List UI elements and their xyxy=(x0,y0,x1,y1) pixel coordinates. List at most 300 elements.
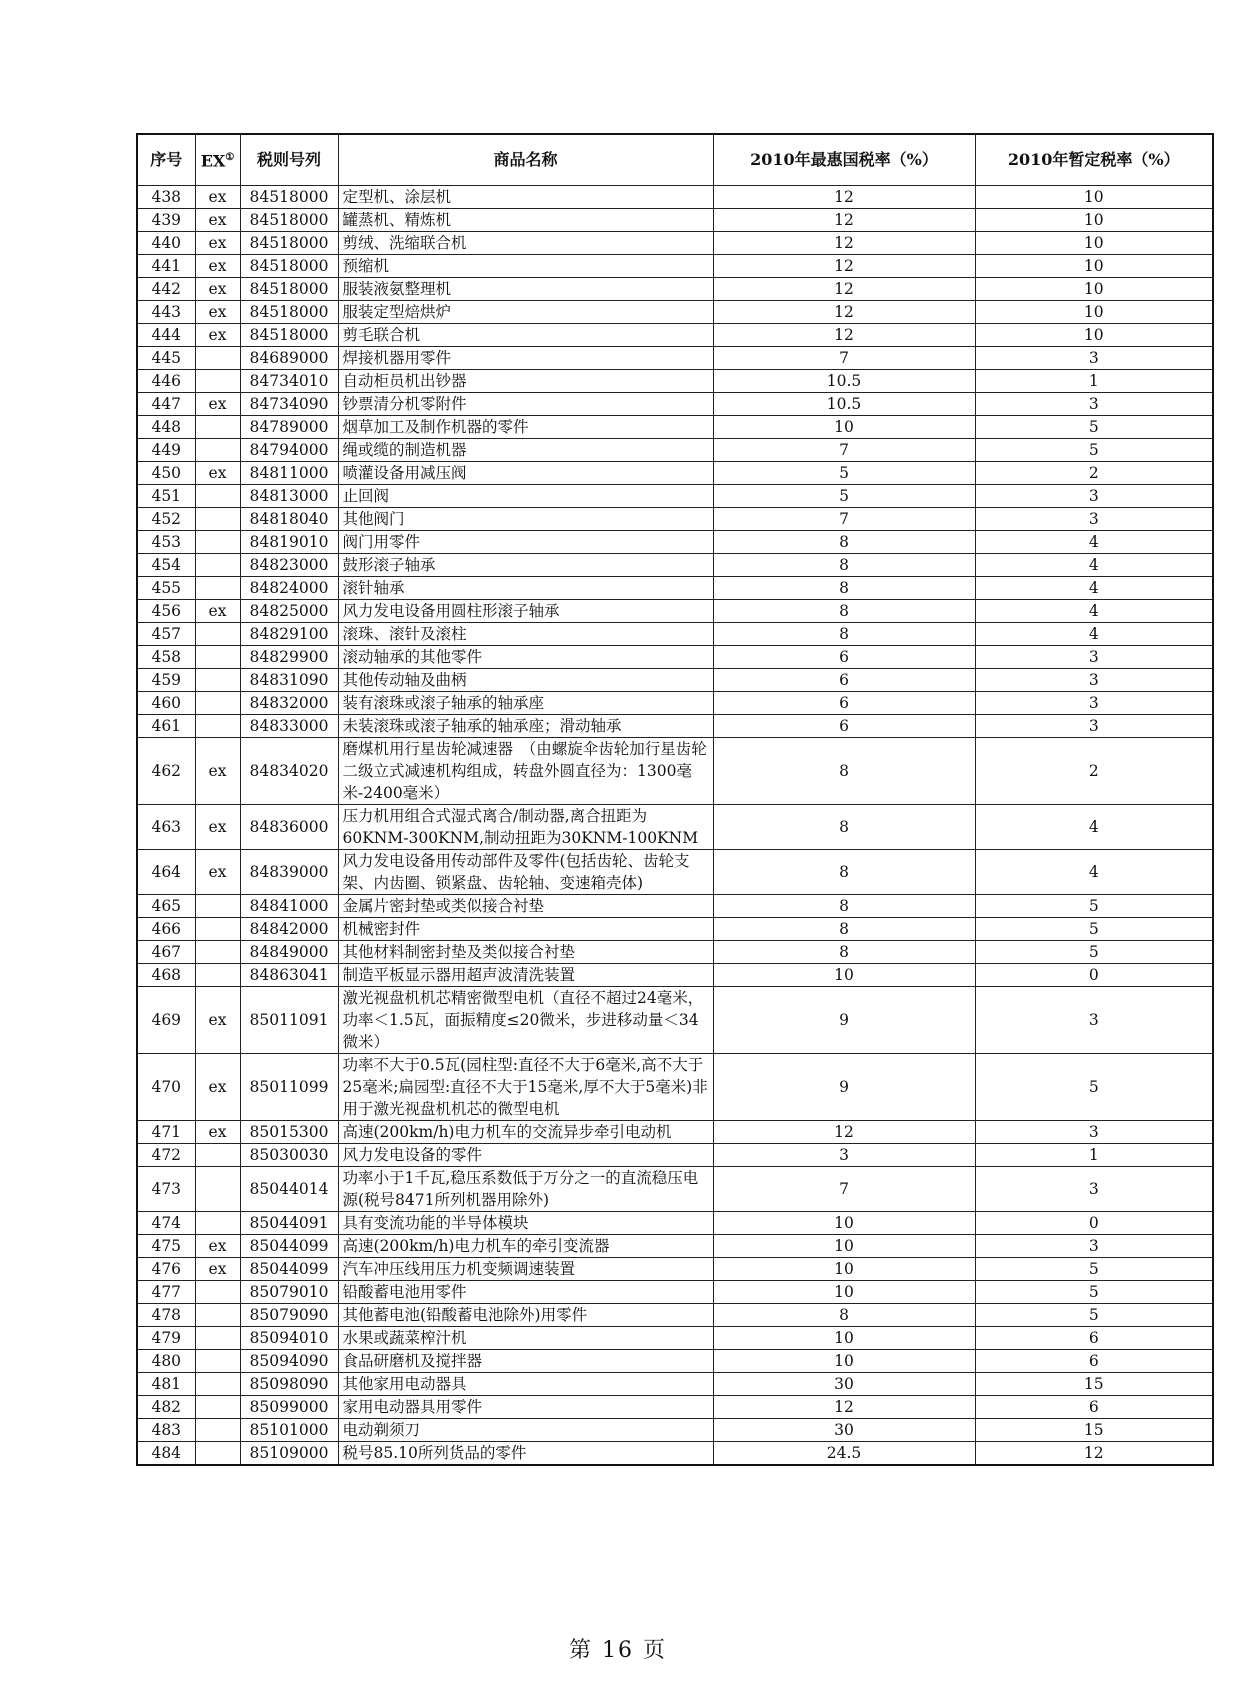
cell-name: 滚针轴承 xyxy=(338,577,713,600)
cell-ex xyxy=(195,669,240,692)
cell-name: 剪毛联合机 xyxy=(338,324,713,347)
cell-code: 85094090 xyxy=(240,1350,338,1373)
cell-ex: ex xyxy=(195,600,240,623)
tariff-table xyxy=(136,133,1214,1466)
cell-mfn-rate: 30 xyxy=(713,1419,975,1442)
cell-ex: ex xyxy=(195,462,240,485)
cell-code: 84842000 xyxy=(240,918,338,941)
cell-seq: 471 xyxy=(137,1121,195,1144)
cell-mfn-rate: 12 xyxy=(713,278,975,301)
cell-seq: 439 xyxy=(137,209,195,232)
table-row xyxy=(137,1304,1213,1327)
cell-interim-rate: 12 xyxy=(975,1442,1213,1466)
table-row xyxy=(137,738,1213,805)
cell-ex: ex xyxy=(195,232,240,255)
cell-ex xyxy=(195,715,240,738)
table-row xyxy=(137,692,1213,715)
cell-mfn-rate: 6 xyxy=(713,692,975,715)
cell-ex xyxy=(195,646,240,669)
cell-seq: 478 xyxy=(137,1304,195,1327)
cell-code: 84734010 xyxy=(240,370,338,393)
cell-mfn-rate: 10 xyxy=(713,416,975,439)
cell-seq: 481 xyxy=(137,1373,195,1396)
cell-ex xyxy=(195,895,240,918)
cell-interim-rate: 3 xyxy=(975,1235,1213,1258)
cell-ex: ex xyxy=(195,1054,240,1121)
table-row xyxy=(137,301,1213,324)
cell-seq: 467 xyxy=(137,941,195,964)
cell-code: 84734090 xyxy=(240,393,338,416)
table-row xyxy=(137,646,1213,669)
cell-code: 84518000 xyxy=(240,324,338,347)
cell-mfn-rate: 12 xyxy=(713,1121,975,1144)
cell-interim-rate: 4 xyxy=(975,600,1213,623)
header-name: 商品名称 xyxy=(338,134,713,186)
table-row xyxy=(137,895,1213,918)
cell-seq: 480 xyxy=(137,1350,195,1373)
cell-seq: 456 xyxy=(137,600,195,623)
cell-interim-rate: 4 xyxy=(975,577,1213,600)
cell-mfn-rate: 12 xyxy=(713,324,975,347)
cell-name: 滚珠、滚针及滚柱 xyxy=(338,623,713,646)
cell-code: 85098090 xyxy=(240,1373,338,1396)
cell-interim-rate: 3 xyxy=(975,508,1213,531)
cell-name: 磨煤机用行星齿轮减速器 （由螺旋伞齿轮加行星齿轮二级立式减速机构组成，转盘外圆直径为：1300毫米-2400毫米） xyxy=(338,738,713,805)
cell-code: 84518000 xyxy=(240,255,338,278)
cell-interim-rate: 4 xyxy=(975,805,1213,850)
table-row xyxy=(137,964,1213,987)
cell-mfn-rate: 8 xyxy=(713,895,975,918)
cell-ex: ex xyxy=(195,805,240,850)
cell-mfn-rate: 10 xyxy=(713,1350,975,1373)
cell-name: 钞票清分机零附件 xyxy=(338,393,713,416)
cell-seq: 464 xyxy=(137,850,195,895)
cell-mfn-rate: 10 xyxy=(713,1235,975,1258)
header-ex xyxy=(195,134,240,186)
header-ex-label: EX xyxy=(200,151,226,171)
cell-ex xyxy=(195,941,240,964)
cell-ex: ex xyxy=(195,255,240,278)
cell-interim-rate: 3 xyxy=(975,987,1213,1054)
cell-interim-rate: 10 xyxy=(975,324,1213,347)
table-row xyxy=(137,1281,1213,1304)
cell-code: 85030030 xyxy=(240,1144,338,1167)
cell-name: 烟草加工及制作机器的零件 xyxy=(338,416,713,439)
cell-seq: 484 xyxy=(137,1442,195,1466)
cell-mfn-rate: 7 xyxy=(713,439,975,462)
cell-interim-rate: 3 xyxy=(975,347,1213,370)
table-body xyxy=(137,186,1213,1466)
cell-mfn-rate: 7 xyxy=(713,1167,975,1212)
cell-name: 税号85.10所列货品的零件 xyxy=(338,1442,713,1466)
cell-mfn-rate: 12 xyxy=(713,232,975,255)
cell-ex xyxy=(195,1442,240,1466)
cell-interim-rate: 5 xyxy=(975,918,1213,941)
cell-code: 84818040 xyxy=(240,508,338,531)
cell-code: 84518000 xyxy=(240,278,338,301)
table-row xyxy=(137,1054,1213,1121)
cell-seq: 449 xyxy=(137,439,195,462)
cell-interim-rate: 5 xyxy=(975,416,1213,439)
cell-seq: 473 xyxy=(137,1167,195,1212)
cell-code: 84518000 xyxy=(240,186,338,209)
cell-ex xyxy=(195,1167,240,1212)
cell-mfn-rate: 8 xyxy=(713,1304,975,1327)
cell-interim-rate: 1 xyxy=(975,370,1213,393)
cell-code: 84829100 xyxy=(240,623,338,646)
cell-mfn-rate: 7 xyxy=(713,508,975,531)
cell-interim-rate: 0 xyxy=(975,1212,1213,1235)
cell-seq: 474 xyxy=(137,1212,195,1235)
cell-mfn-rate: 12 xyxy=(713,209,975,232)
cell-interim-rate: 3 xyxy=(975,669,1213,692)
cell-interim-rate: 10 xyxy=(975,255,1213,278)
cell-mfn-rate: 8 xyxy=(713,577,975,600)
cell-code: 84813000 xyxy=(240,485,338,508)
cell-interim-rate: 10 xyxy=(975,278,1213,301)
cell-mfn-rate: 5 xyxy=(713,485,975,508)
cell-code: 85015300 xyxy=(240,1121,338,1144)
cell-name: 服装定型焙烘炉 xyxy=(338,301,713,324)
cell-interim-rate: 3 xyxy=(975,485,1213,508)
page-number: 第 16 页 xyxy=(569,1638,667,1663)
cell-interim-rate: 4 xyxy=(975,850,1213,895)
cell-seq: 466 xyxy=(137,918,195,941)
cell-interim-rate: 3 xyxy=(975,715,1213,738)
cell-name: 其他家用电动器具 xyxy=(338,1373,713,1396)
cell-mfn-rate: 12 xyxy=(713,255,975,278)
cell-ex: ex xyxy=(195,186,240,209)
cell-interim-rate: 5 xyxy=(975,439,1213,462)
cell-interim-rate: 4 xyxy=(975,531,1213,554)
table-row xyxy=(137,1419,1213,1442)
cell-name: 制造平板显示器用超声波清洗装置 xyxy=(338,964,713,987)
table-row xyxy=(137,805,1213,850)
cell-seq: 468 xyxy=(137,964,195,987)
cell-interim-rate: 1 xyxy=(975,1144,1213,1167)
cell-seq: 458 xyxy=(137,646,195,669)
table-row xyxy=(137,347,1213,370)
cell-code: 84689000 xyxy=(240,347,338,370)
cell-seq: 462 xyxy=(137,738,195,805)
cell-code: 84833000 xyxy=(240,715,338,738)
cell-name: 高速(200km/h)电力机车的牵引变流器 xyxy=(338,1235,713,1258)
table-row xyxy=(137,1258,1213,1281)
cell-name: 阀门用零件 xyxy=(338,531,713,554)
table-row xyxy=(137,987,1213,1054)
cell-seq: 459 xyxy=(137,669,195,692)
cell-seq: 472 xyxy=(137,1144,195,1167)
cell-interim-rate: 15 xyxy=(975,1419,1213,1442)
table-row xyxy=(137,577,1213,600)
cell-code: 85011091 xyxy=(240,987,338,1054)
cell-ex: ex xyxy=(195,301,240,324)
cell-interim-rate: 3 xyxy=(975,692,1213,715)
cell-seq: 457 xyxy=(137,623,195,646)
cell-code: 84819010 xyxy=(240,531,338,554)
cell-ex xyxy=(195,485,240,508)
cell-interim-rate: 10 xyxy=(975,301,1213,324)
cell-interim-rate: 5 xyxy=(975,895,1213,918)
cell-seq: 443 xyxy=(137,301,195,324)
table-row xyxy=(137,186,1213,209)
cell-name: 铅酸蓄电池用零件 xyxy=(338,1281,713,1304)
cell-interim-rate: 5 xyxy=(975,1304,1213,1327)
cell-code: 84841000 xyxy=(240,895,338,918)
cell-ex xyxy=(195,1327,240,1350)
cell-seq: 475 xyxy=(137,1235,195,1258)
table-row xyxy=(137,416,1213,439)
table-row xyxy=(137,1144,1213,1167)
cell-mfn-rate: 24.5 xyxy=(713,1442,975,1466)
cell-mfn-rate: 3 xyxy=(713,1144,975,1167)
cell-code: 85079090 xyxy=(240,1304,338,1327)
cell-seq: 444 xyxy=(137,324,195,347)
cell-seq: 441 xyxy=(137,255,195,278)
cell-mfn-rate: 6 xyxy=(713,646,975,669)
cell-name: 电动剃须刀 xyxy=(338,1419,713,1442)
cell-mfn-rate: 6 xyxy=(713,715,975,738)
cell-interim-rate: 5 xyxy=(975,941,1213,964)
cell-name: 罐蒸机、精炼机 xyxy=(338,209,713,232)
table-row xyxy=(137,1327,1213,1350)
table-row xyxy=(137,278,1213,301)
cell-mfn-rate: 10 xyxy=(713,1281,975,1304)
cell-interim-rate: 5 xyxy=(975,1281,1213,1304)
header-interim-rate: 2010年暂定税率（%） xyxy=(975,134,1213,186)
cell-code: 84794000 xyxy=(240,439,338,462)
table-row xyxy=(137,715,1213,738)
table-row xyxy=(137,1396,1213,1419)
cell-code: 84831090 xyxy=(240,669,338,692)
cell-code: 84836000 xyxy=(240,805,338,850)
table-row xyxy=(137,623,1213,646)
table-row xyxy=(137,370,1213,393)
cell-ex xyxy=(195,1281,240,1304)
cell-name: 风力发电设备用传动部件及零件(包括齿轮、齿轮支架、内齿圈、锁紧盘、齿轮轴、变速箱壳体) xyxy=(338,850,713,895)
cell-seq: 477 xyxy=(137,1281,195,1304)
cell-mfn-rate: 9 xyxy=(713,1054,975,1121)
cell-name: 功率不大于0.5瓦(园柱型:直径不大于6毫米,高不大于25毫米;扁园型:直径不大于15毫米,厚不大于5毫米)非用于激光视盘机机芯的微型电机 xyxy=(338,1054,713,1121)
table-row xyxy=(137,393,1213,416)
cell-ex: ex xyxy=(195,324,240,347)
cell-ex: ex xyxy=(195,987,240,1054)
cell-ex xyxy=(195,1304,240,1327)
cell-seq: 452 xyxy=(137,508,195,531)
cell-code: 84824000 xyxy=(240,577,338,600)
header-code: 税则号列 xyxy=(240,134,338,186)
cell-code: 84849000 xyxy=(240,941,338,964)
cell-name: 未装滚珠或滚子轴承的轴承座；滑动轴承 xyxy=(338,715,713,738)
cell-seq: 482 xyxy=(137,1396,195,1419)
cell-name: 食品研磨机及搅拌器 xyxy=(338,1350,713,1373)
cell-name: 剪绒、洗缩联合机 xyxy=(338,232,713,255)
cell-name: 自动柜员机出钞器 xyxy=(338,370,713,393)
cell-ex xyxy=(195,1350,240,1373)
table-row xyxy=(137,485,1213,508)
cell-code: 84518000 xyxy=(240,209,338,232)
cell-interim-rate: 3 xyxy=(975,646,1213,669)
cell-code: 85099000 xyxy=(240,1396,338,1419)
cell-seq: 455 xyxy=(137,577,195,600)
cell-name: 绳或缆的制造机器 xyxy=(338,439,713,462)
table-row xyxy=(137,1373,1213,1396)
cell-name: 风力发电设备用圆柱形滚子轴承 xyxy=(338,600,713,623)
table-row xyxy=(137,669,1213,692)
cell-mfn-rate: 10.5 xyxy=(713,393,975,416)
cell-code: 84518000 xyxy=(240,301,338,324)
cell-name: 鼓形滚子轴承 xyxy=(338,554,713,577)
cell-mfn-rate: 8 xyxy=(713,554,975,577)
cell-ex: ex xyxy=(195,850,240,895)
cell-seq: 454 xyxy=(137,554,195,577)
cell-mfn-rate: 8 xyxy=(713,850,975,895)
cell-name: 焊接机器用零件 xyxy=(338,347,713,370)
cell-code: 84823000 xyxy=(240,554,338,577)
cell-ex xyxy=(195,416,240,439)
cell-code: 85044099 xyxy=(240,1258,338,1281)
cell-code: 85011099 xyxy=(240,1054,338,1121)
cell-interim-rate: 6 xyxy=(975,1396,1213,1419)
cell-interim-rate: 10 xyxy=(975,186,1213,209)
cell-ex xyxy=(195,577,240,600)
cell-seq: 445 xyxy=(137,347,195,370)
cell-seq: 448 xyxy=(137,416,195,439)
cell-interim-rate: 5 xyxy=(975,1258,1213,1281)
cell-seq: 442 xyxy=(137,278,195,301)
cell-seq: 479 xyxy=(137,1327,195,1350)
cell-code: 85044014 xyxy=(240,1167,338,1212)
cell-interim-rate: 15 xyxy=(975,1373,1213,1396)
cell-name: 家用电动器具用零件 xyxy=(338,1396,713,1419)
cell-seq: 465 xyxy=(137,895,195,918)
cell-interim-rate: 2 xyxy=(975,738,1213,805)
header-ex-footnote-mark: ① xyxy=(225,152,235,164)
cell-mfn-rate: 8 xyxy=(713,805,975,850)
cell-mfn-rate: 5 xyxy=(713,462,975,485)
cell-mfn-rate: 8 xyxy=(713,623,975,646)
cell-code: 84825000 xyxy=(240,600,338,623)
cell-seq: 450 xyxy=(137,462,195,485)
table-row xyxy=(137,1167,1213,1212)
table-row xyxy=(137,1212,1213,1235)
cell-ex xyxy=(195,508,240,531)
cell-name: 喷灌设备用减压阀 xyxy=(338,462,713,485)
cell-seq: 469 xyxy=(137,987,195,1054)
table-row xyxy=(137,600,1213,623)
cell-ex xyxy=(195,1419,240,1442)
header-mfn-rate: 2010年最惠国税率（%） xyxy=(713,134,975,186)
cell-name: 其他阀门 xyxy=(338,508,713,531)
cell-ex xyxy=(195,1212,240,1235)
cell-ex xyxy=(195,623,240,646)
cell-name: 机械密封件 xyxy=(338,918,713,941)
cell-interim-rate: 10 xyxy=(975,232,1213,255)
cell-interim-rate: 10 xyxy=(975,209,1213,232)
cell-ex: ex xyxy=(195,1258,240,1281)
cell-seq: 463 xyxy=(137,805,195,850)
cell-seq: 451 xyxy=(137,485,195,508)
table-row xyxy=(137,508,1213,531)
cell-code: 85101000 xyxy=(240,1419,338,1442)
cell-mfn-rate: 12 xyxy=(713,186,975,209)
cell-seq: 476 xyxy=(137,1258,195,1281)
table-row xyxy=(137,531,1213,554)
cell-name: 定型机、涂层机 xyxy=(338,186,713,209)
cell-interim-rate: 0 xyxy=(975,964,1213,987)
cell-ex xyxy=(195,439,240,462)
cell-mfn-rate: 8 xyxy=(713,918,975,941)
cell-mfn-rate: 10 xyxy=(713,1258,975,1281)
cell-code: 85094010 xyxy=(240,1327,338,1350)
cell-mfn-rate: 10 xyxy=(713,964,975,987)
cell-code: 85044099 xyxy=(240,1235,338,1258)
cell-seq: 460 xyxy=(137,692,195,715)
cell-name: 风力发电设备的零件 xyxy=(338,1144,713,1167)
cell-name: 其他材料制密封垫及类似接合衬垫 xyxy=(338,941,713,964)
cell-interim-rate: 2 xyxy=(975,462,1213,485)
cell-ex xyxy=(195,1396,240,1419)
cell-name: 装有滚珠或滚子轴承的轴承座 xyxy=(338,692,713,715)
cell-code: 84811000 xyxy=(240,462,338,485)
table-row xyxy=(137,850,1213,895)
table-row xyxy=(137,1350,1213,1373)
cell-ex xyxy=(195,964,240,987)
cell-interim-rate: 3 xyxy=(975,1167,1213,1212)
cell-name: 其他传动轴及曲柄 xyxy=(338,669,713,692)
cell-ex: ex xyxy=(195,1121,240,1144)
table-row xyxy=(137,1442,1213,1466)
cell-name: 其他蓄电池(铅酸蓄电池除外)用零件 xyxy=(338,1304,713,1327)
table-row xyxy=(137,255,1213,278)
cell-ex xyxy=(195,347,240,370)
cell-seq: 446 xyxy=(137,370,195,393)
cell-mfn-rate: 10 xyxy=(713,1327,975,1350)
cell-name: 滚动轴承的其他零件 xyxy=(338,646,713,669)
cell-code: 84839000 xyxy=(240,850,338,895)
cell-mfn-rate: 8 xyxy=(713,738,975,805)
cell-name: 压力机用组合式湿式离合/制动器,离合扭距为60KNM-300KNM,制动扭距为30KNM-100KNM xyxy=(338,805,713,850)
table-row xyxy=(137,554,1213,577)
cell-ex: ex xyxy=(195,393,240,416)
cell-seq: 470 xyxy=(137,1054,195,1121)
cell-ex: ex xyxy=(195,209,240,232)
cell-mfn-rate: 8 xyxy=(713,941,975,964)
cell-seq: 440 xyxy=(137,232,195,255)
table-row xyxy=(137,1235,1213,1258)
table-row xyxy=(137,462,1213,485)
cell-ex xyxy=(195,554,240,577)
cell-name: 具有变流功能的半导体模块 xyxy=(338,1212,713,1235)
cell-ex: ex xyxy=(195,278,240,301)
cell-name: 金属片密封垫或类似接合衬垫 xyxy=(338,895,713,918)
cell-ex xyxy=(195,918,240,941)
cell-name: 止回阀 xyxy=(338,485,713,508)
cell-code: 85079010 xyxy=(240,1281,338,1304)
table-row xyxy=(137,941,1213,964)
cell-mfn-rate: 12 xyxy=(713,1396,975,1419)
cell-ex xyxy=(195,692,240,715)
cell-mfn-rate: 7 xyxy=(713,347,975,370)
cell-ex xyxy=(195,370,240,393)
cell-code: 84789000 xyxy=(240,416,338,439)
cell-mfn-rate: 30 xyxy=(713,1373,975,1396)
cell-ex: ex xyxy=(195,1235,240,1258)
table-row xyxy=(137,209,1213,232)
cell-seq: 447 xyxy=(137,393,195,416)
cell-interim-rate: 6 xyxy=(975,1350,1213,1373)
cell-code: 85044091 xyxy=(240,1212,338,1235)
